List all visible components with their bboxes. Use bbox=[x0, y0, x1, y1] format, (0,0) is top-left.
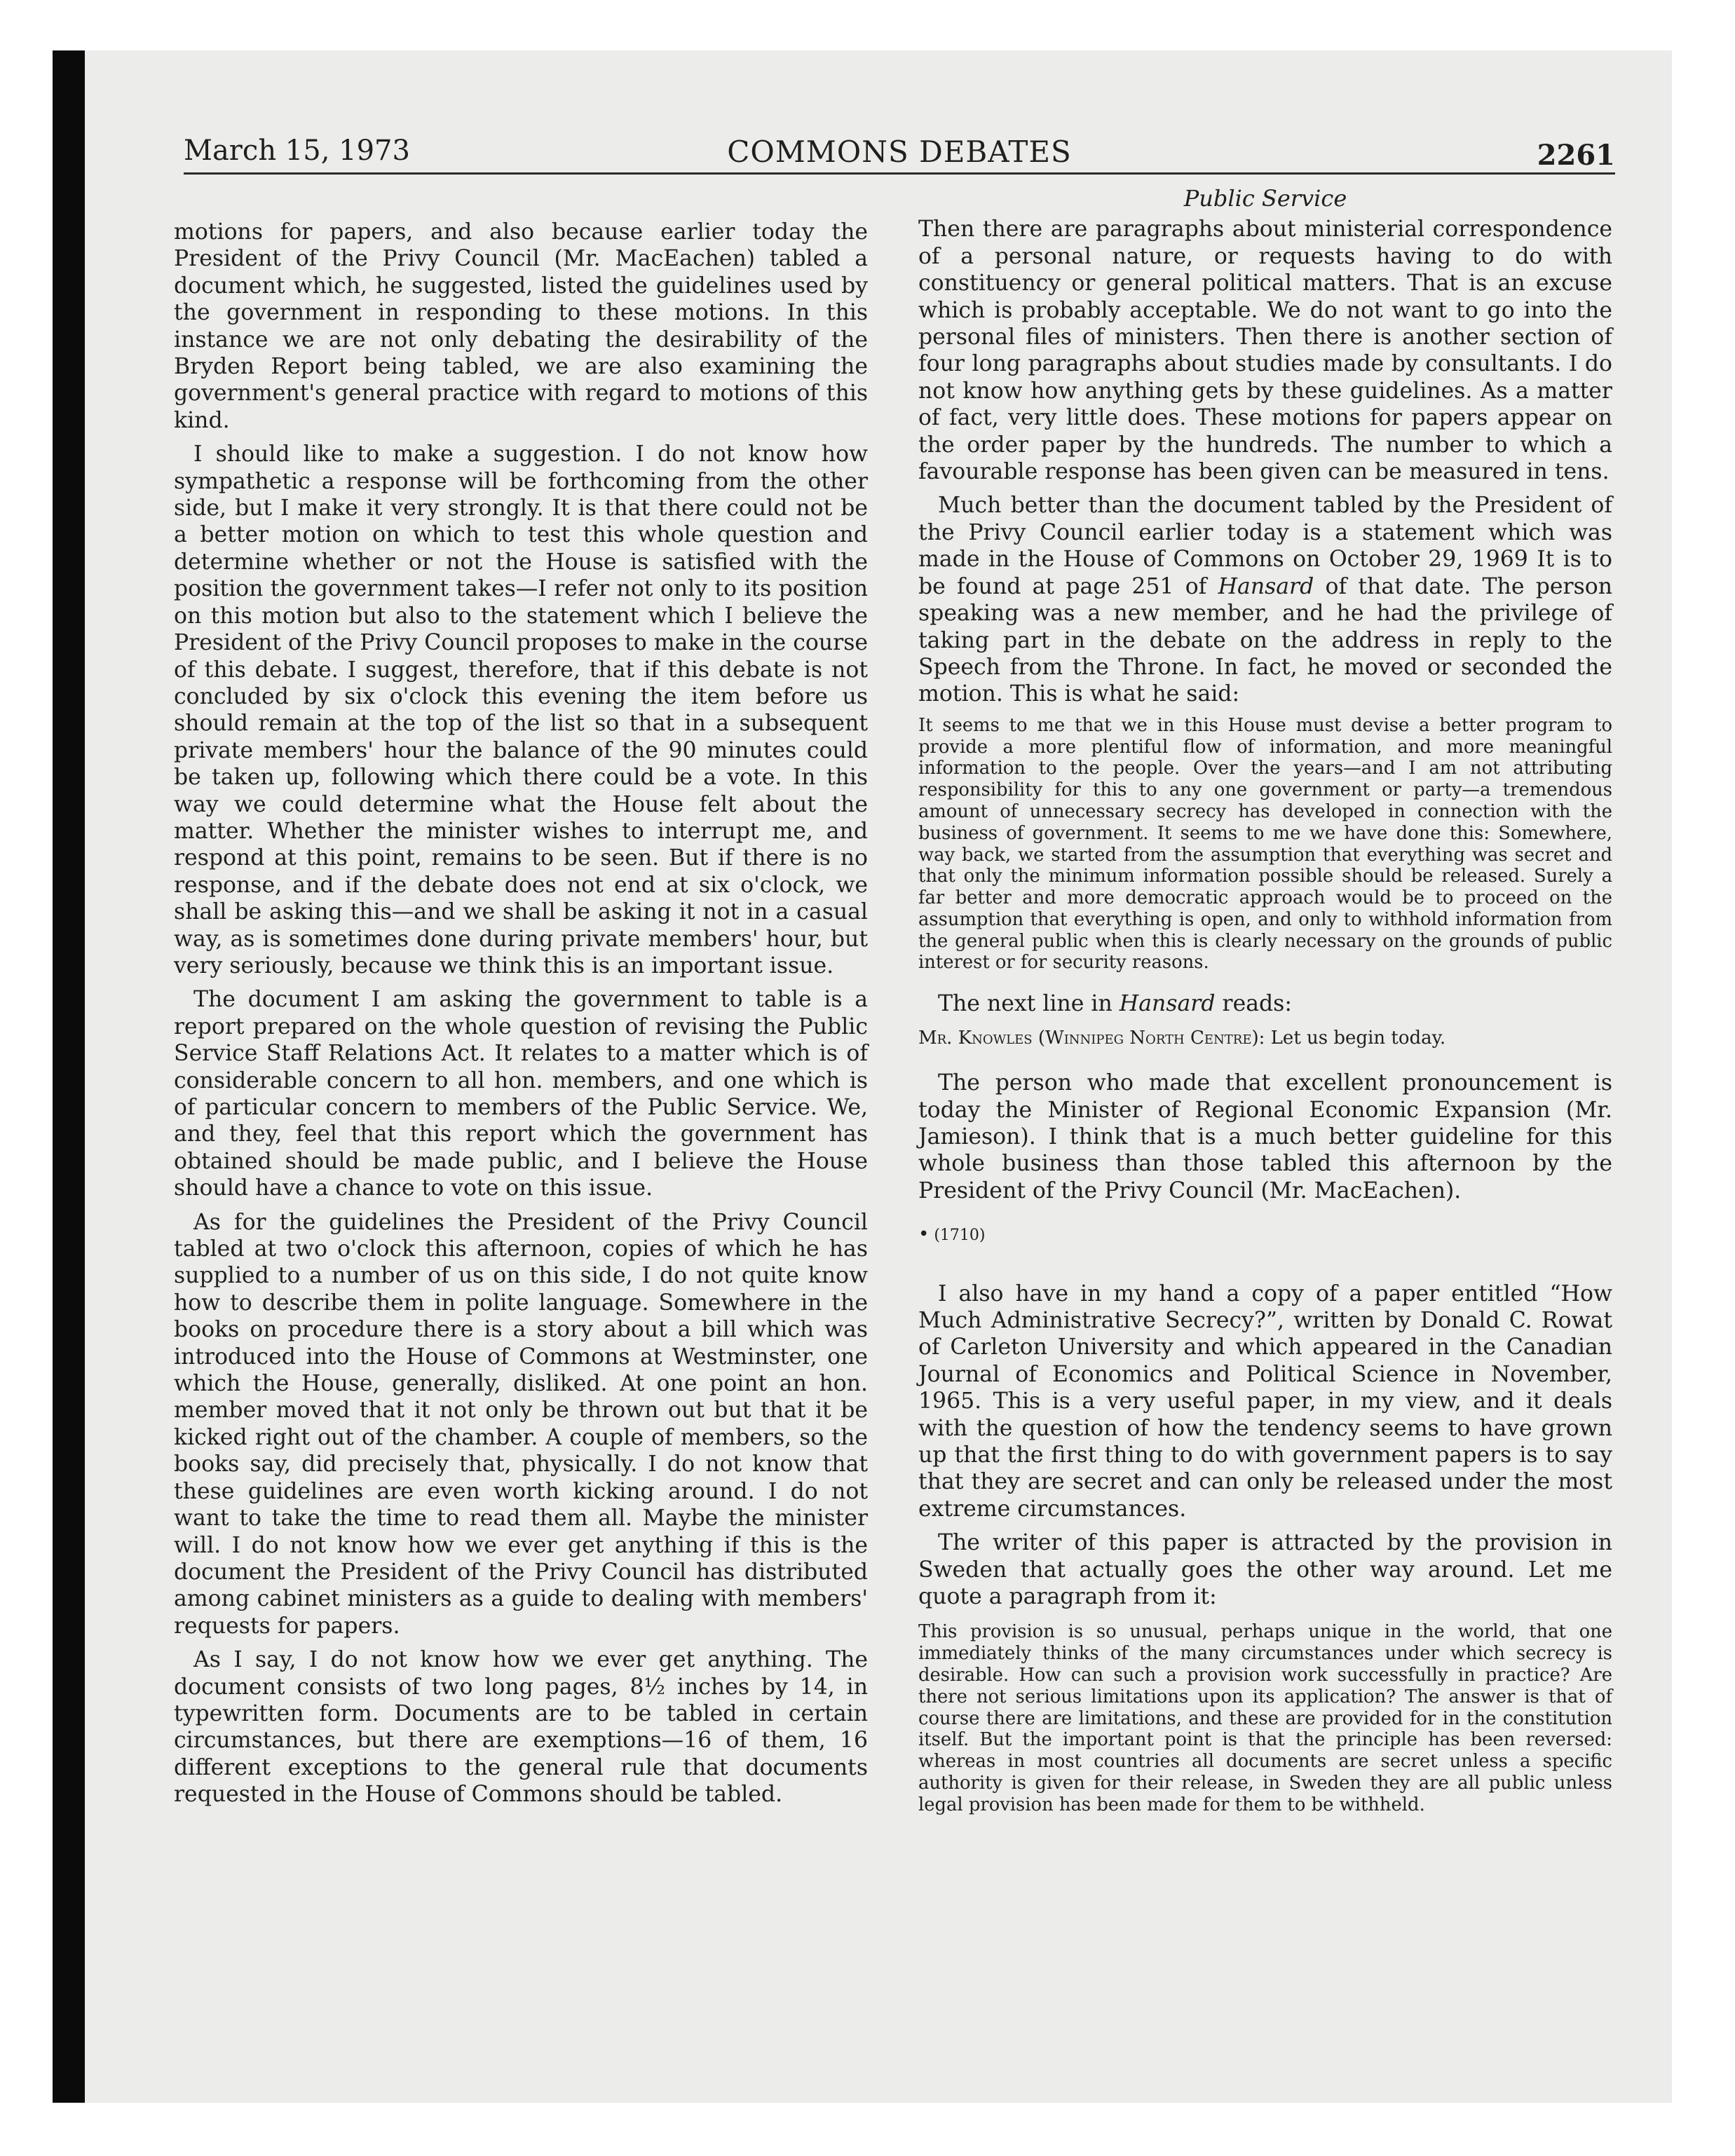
right-paragraph-1: Then there are paragraphs about ministerial correspondence of a personal nature, or requests having to do with constituency or general political matters. That is an excuse which is probably acceptable. We do not want to go into the personal files of ministers. Then there is another section of four long paragraphs about studies made by consultants. I do not know how anything gets by these guidelines. As a matter of fact, very little does. These motions for papers appear on the order paper by the hundreds. The number to which a favourable response has been given can be measured in tens. bbox=[918, 217, 1612, 485]
left-paragraph-4: As for the guidelines the President of the Privy Council tabled at two o'clock this afternoon, copies of which he has supplied to a number of us on this side, I do not quite know how to describe them in polite language. Somewhere in the books on procedure there is a story about a bill which was introduced into the House of Commons at Westminster, one which the House, generally, disliked. At one point an hon. member moved that it not only be thrown out but that it be kicked right out of the chamber. A couple of members, so the books say, did precisely that, physically. I do not know that these guidelines are even worth kicking around. I do not want to take the time to read them all. Maybe the minister will. I do not know how we ever get anything if this is the document the President of the Privy Council has distributed among cabinet ministers as a guide to dealing with members' requests for papers. bbox=[174, 1209, 868, 1639]
timestamp-text: (1710) bbox=[934, 1227, 986, 1245]
next-line-paragraph bbox=[918, 990, 1612, 1017]
bullet-icon: • bbox=[918, 1224, 930, 1246]
left-paragraph-3: The document I am asking the government to table is a report prepared on the whole question of revising the Public Service Staff Relations Act. It relates to a matter which is of considerable concern to all hon. members, and one which is of particular concern to members of the Public Service. We, and they, feel that this report which the government has obtained should be made public, and I believe the House should have a chance to vote on this issue. bbox=[174, 987, 868, 1201]
right-paragraph-2 bbox=[918, 492, 1612, 707]
block-quote-2: This provision is so unusual, perhaps unique in the world, that one immediately thinks of the many circumstances under which secrecy is desirable. How can such a provision work successfully in practice? Are there not serious limitations upon its application? The answer is that of course there are limitations, and these are provided for in the constitution itself. But the important point is that the principle has been reversed: whereas in most countries all documents are secret unless a specific authority is given for their release, in Sweden they are all public unless legal provision has been made for them to be withheld. bbox=[918, 1621, 1612, 1815]
speaker-text: Let us begin today. bbox=[1265, 1027, 1446, 1049]
section-heading: Public Service bbox=[1183, 185, 1347, 212]
next-line-text-a: The next line in bbox=[938, 991, 1120, 1017]
hansard-italic: Hansard bbox=[1218, 573, 1314, 599]
block-quote-1: It seems to me that we in this House must devise a better program to provide a more plentiful flow of information, and more meaningful information to the people. Over the years—and I am not attributing responsibility for this to any one government or party—a tremendous amount of unnecessary secrecy has developed in connection with the business of government. It seems to me we have done this: Somewhere, way back, we started from the assumption that everything was secret and that only the minimum information possible should be released. Surely a far better and more democratic approach would be to proceed on the assumption that everything is open, and only to withhold information from the general public when this is clearly necessary on the grounds of public interest or for security reasons. bbox=[918, 714, 1612, 974]
next-line-text-b: reads: bbox=[1215, 991, 1292, 1017]
left-column bbox=[174, 219, 868, 1815]
page-number: 2261 bbox=[1537, 139, 1615, 172]
speaker-name: Mr. Knowles (Winnipeg North Centre): bbox=[918, 1027, 1265, 1049]
left-paragraph-2: I should like to make a suggestion. I do not know how sympathetic a response will be forthcoming from the other side, but I make it very strongly. It is that there could not be a better motion on which to test this whole question and determine whether or not the House is satisfied with the position the government takes—I refer not only to its position on this motion but also to the statement which I believe the President of the Privy Council proposes to make in the course of this debate. I suggest, therefore, that if this debate is not concluded by six o'clock this evening the item before us should remain at the top of the list so that in a subsequent private members' hour the balance of the 90 minutes could be taken up, following which there could be a vote. In this way we could determine what the House felt about the matter. Whether the minister wishes to interrupt me, and respond at this point, remains to be seen. But if there is no response, and if the debate does not end at six o'clock, we shall be asking this—and we shall be asking it not in a casual way, as is sometimes done during private members' hour, but very seriously, because we think this is an important issue. bbox=[174, 442, 868, 978]
left-paragraph-1: motions for papers, and also because earlier today the President of the Privy Council (Mr. MacEachen) tabled a document which, he suggested, listed the guidelines used by the government in responding to these motions. In this instance we are not only debating the desirability of the Bryden Report being tabled, we are also examining the government's general practice with regard to motions of this kind. bbox=[174, 219, 868, 433]
hansard-italic-2: Hansard bbox=[1119, 991, 1216, 1017]
timestamp-marker bbox=[918, 1221, 1612, 1249]
right-paragraph-3: The person who made that excellent pronouncement is today the Minister of Regional Economic Expansion (Mr. Jamieson). I think that is a much better guideline for this whole business than those tabled this afternoon by the President of the Privy Council (Mr. MacEachen). bbox=[918, 1070, 1612, 1203]
right-paragraph-5: The writer of this paper is attracted by the provision in Sweden that actually goes the other way around. Let me quote a paragraph from it: bbox=[918, 1530, 1612, 1609]
page-header bbox=[184, 132, 1615, 175]
right-paragraph-2-text-a: Much better than the document tabled by the President of the Privy Council earlier today is a statement which was made in the House of Commons on October 29, 1969 It is to be found at page 251 of bbox=[918, 493, 1612, 599]
left-paragraph-5: As I say, I do not know how we ever get anything. The document consists of two long pages, 8½ inches by 14, in typewritten form. Documents are to be tabled in certain circumstances, but there are exemptions—16 of them, 16 different exceptions to the general rule that documents requested in the House of Commons should be tabled. bbox=[174, 1647, 868, 1808]
right-paragraph-2-text-b: of that date. The person speaking was a new member, and he had the privilege of taking part in the debate on the address in reply to the Speech from the Throne. In fact, he moved or seconded the motion. This is what he said: bbox=[918, 573, 1612, 707]
right-column bbox=[918, 185, 1612, 1833]
speaker-line bbox=[918, 1025, 1612, 1051]
header-date: March 15, 1973 bbox=[184, 135, 410, 167]
scan-edge-bar bbox=[53, 50, 85, 2103]
header-title: COMMONS DEBATES bbox=[727, 135, 1072, 169]
right-paragraph-4: I also have in my hand a copy of a paper entitled “How Much Administrative Secrecy?”, written by Donald C. Rowat of Carleton University and which appeared in the Canadian Journal of Economics and Political Science in November, 1965. This is a very useful paper, in my view, and it deals with the question of how the tendency seems to have grown up that the first thing to do with government papers is to say that they are secret and can only be released under the most extreme circumstances. bbox=[918, 1281, 1612, 1522]
